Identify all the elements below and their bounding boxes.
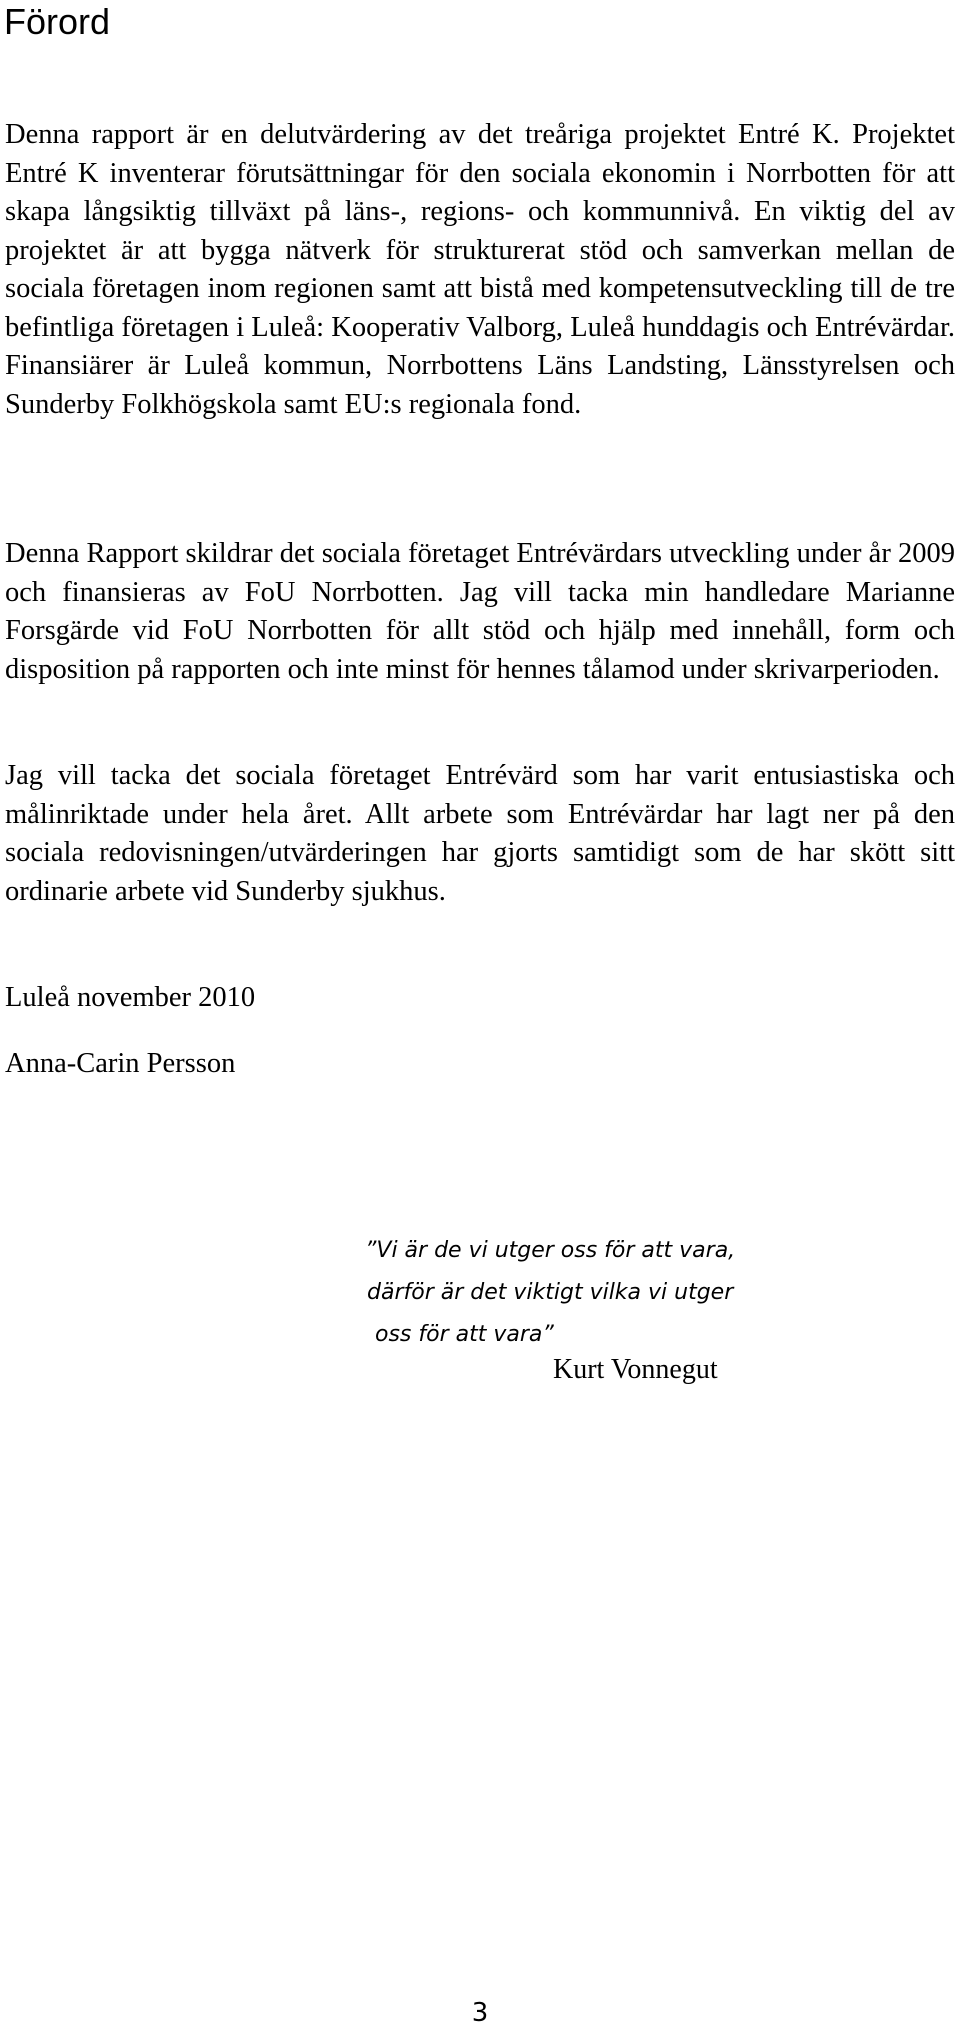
paragraph-acknowledgement-supervisor: Denna Rapport skildrar det sociala företaget Entrévärdars utveckling under år 2009 och finansieras av FoU Norrbotten. Jag vill tacka min handledare Marianne Forsgärde vid FoU Norrbotten för allt stöd och hjälp med innehåll, form och disposition på rapporten och inte minst för hennes tålamod under skrivarperioden. bbox=[5, 538, 955, 685]
quote-line: oss för att vara” bbox=[375, 1322, 554, 1347]
author-name: Anna-Carin Persson bbox=[5, 1048, 236, 1079]
paragraph-intro: Denna rapport är en delutvärdering av det treåriga projektet Entré K. Projektet Entré K inventerar förutsättningar för den sociala ekonomin i Norrbotten för att skapa långsiktig tillväxt på läns-, regions- och kommunnivå. En viktig del av projektet är att bygga nätverk för strukturerat stöd och samverkan mellan de sociala företagen inom regionen samt att bistå med kompetensutveckling till de tre befintliga företagen i Luleå: Kooperativ Valborg, Luleå hunddagis och Entrévärdar. Finansiärer är Luleå kommun, Norrbottens Läns Landsting, Länsstyrelsen och Sunderby Folkhögskola samt EU:s regionala fond. bbox=[5, 119, 955, 420]
paragraph-acknowledgement-company: Jag vill tacka det sociala företaget Entrévärd som har varit entusiastiska och målinriktade under hela året. Allt arbete som Entrévärdar har lagt ner på den sociala redovisningen/utvärderingen har gjorts samtidigt som de har skött sitt ordinarie arbete vid Sunderby sjukhus. bbox=[5, 760, 955, 907]
epigraph-quote bbox=[365, 1230, 735, 1356]
page-number: 3 bbox=[471, 1998, 489, 2028]
quote-line: därför är det viktigt vilka vi utger bbox=[367, 1280, 734, 1305]
quote-attribution: Kurt Vonnegut bbox=[553, 1354, 718, 1385]
page-title: Förord bbox=[4, 1, 111, 42]
quote-line: ”Vi är de vi utger oss för att vara, bbox=[365, 1238, 736, 1263]
place-and-date: Luleå november 2010 bbox=[5, 982, 256, 1013]
